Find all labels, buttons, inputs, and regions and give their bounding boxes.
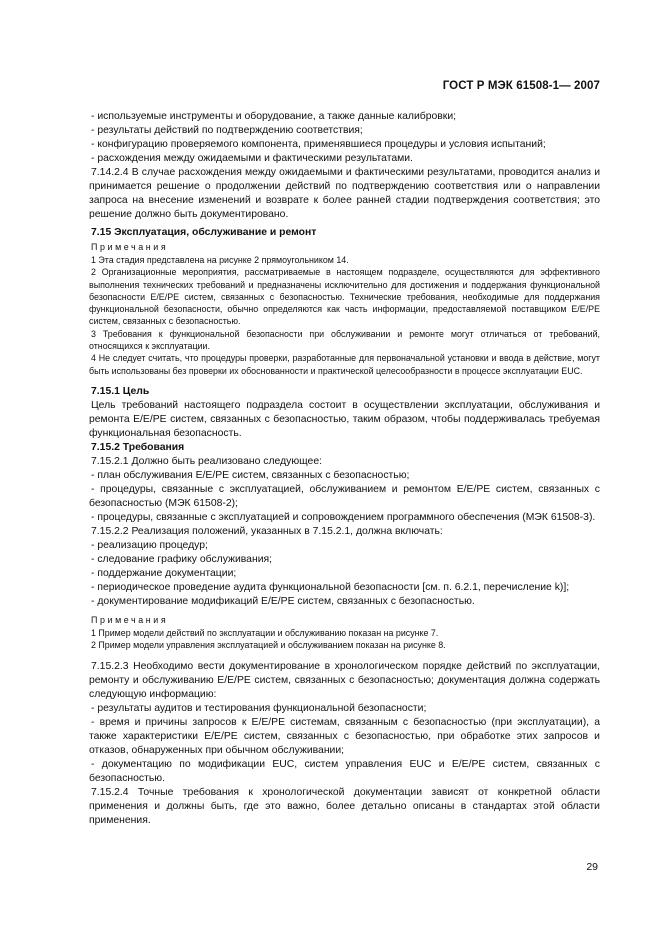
list-item: - поддержание документации;: [91, 567, 237, 579]
paragraph-7-14-2-4: 7.14.2.4 В случае расхождения между ожидаемыми и фактическими результатами, проводится анализ и принимается решение о продолжении действий по подтверждению соответствия или о направлении запроса на внесение изменений и возврате к более ранней стадии подтверждения соответствия; это решение должно быть документировано.: [89, 167, 600, 220]
page-number: 29: [586, 861, 598, 873]
list-item: - документацию по модификации EUC, систем управления EUC и E/E/PE систем, связанных с безопасностью.: [89, 758, 600, 784]
list-item: - используемые инструменты и оборудование, а также данные калибровки;: [91, 111, 457, 122]
list-item: - процедуры, связанные с эксплуатацией и сопровождением программного обеспечения (МЭК 61508-3).: [91, 511, 596, 523]
list-item: - расхождения между ожидаемыми и фактическими результатами.: [91, 153, 413, 164]
note-item: 1 Пример модели действий по эксплуатации и обслуживанию показан на рисунке 7.: [91, 627, 439, 638]
list-item: - конфигурацию проверяемого компонента, применявшиеся процедуры и условия испытаний;: [91, 139, 546, 150]
paragraph-goal: Цель требований настоящего подраздела состоит в осуществлении эксплуатации, обслуживания и ремонта E/E/PE систем, связанных с безопасностью, таким образом, чтобы поддерживалась требуемая функциональная безопасность.: [89, 399, 600, 439]
note-item: 2 Пример модели управления эксплуатацией и обслуживанием показан на рисунке 8.: [91, 640, 446, 651]
list-item: - документирование модификаций E/E/PE систем, связанных с безопасностью.: [91, 595, 475, 607]
note-item: 1 Эта стадия представлена на рисунке 2 прямоугольником 14.: [91, 255, 349, 265]
list-item: - время и причины запросов к E/E/PE системам, связанным с безопасностью (при эксплуатации), а также характеристики E/E/PE систем, связанных с безопасностью, при обработке этих запросов и отказов, обнаруженных при обычном обслуживании;: [89, 716, 600, 756]
note-item: 2 Организационные мероприятия, рассматриваемые в настоящем подразделе, осуществляются для эффективного выполнения технических требований и предназначены исключительно для достижения и поддержания функциональной безопасности E/E/PE систем, связанных с безопасностью. Технические требования, необходимые для поддержания функциональной безопасности, обычно определяются как часть информации, предоставляемой поставщиком E/E/PE систем, связанных с безопасностью.: [89, 267, 600, 327]
paragraph-7-15-2-3: 7.15.2.3 Необходимо вести документирование в хронологическом порядке действий по эксплуатации, ремонту и обслуживанию E/E/PE систем, связанных с безопасностью; документация должна содержать следующую информацию:: [89, 660, 600, 700]
list-item: - результаты действий по подтверждению соответствия;: [91, 125, 363, 136]
list-item: - реализацию процедур;: [91, 539, 208, 551]
notes-title: Примечания: [91, 242, 169, 252]
note-item: 4 Не следует считать, что процедуры проверки, разработанные для первоначальной установки и ввода в действие, могут быть использованы без проверки их обоснованности и практической целесообразности в процессе эксплуатации EUC.: [89, 353, 600, 376]
paragraph-7-15-2-1: 7.15.2.1 Должно быть реализовано следующее:: [91, 455, 322, 467]
paragraph-7-15-2-2: 7.15.2.2 Реализация положений, указанных в 7.15.2.1, должна включать:: [91, 525, 443, 537]
document-code-header: ГОСТ Р МЭК 61508-1— 2007: [442, 80, 600, 92]
list-item: - результаты аудитов и тестирования функциональной безопасности;: [91, 702, 427, 714]
list-item: - процедуры, связанные с эксплуатацией, обслуживанием и ремонтом E/E/PE систем, связанных с безопасностью (МЭК 61508-2);: [89, 483, 600, 509]
notes-title: Примечания: [91, 614, 169, 625]
list-item: - следование графику обслуживания;: [91, 553, 273, 565]
paragraph-7-15-2-4: 7.15.2.4 Точные требования к хронологической документации зависят от конкретной области применения и должны быть, где это важно, более детально описаны в стандартах этой области применения.: [89, 786, 600, 826]
list-item: - план обслуживания E/E/PE систем, связанных с безопасностью;: [91, 469, 410, 481]
document-body: [89, 110, 600, 828]
section-heading-7-15-1: 7.15.1 Цель: [91, 385, 150, 397]
list-item: - периодическое проведение аудита функциональной безопасности [см. п. 6.2.1, перечисление k)];: [91, 581, 570, 593]
section-heading-7-15-2: 7.15.2 Требования: [91, 441, 185, 453]
note-item: 3 Требования к функциональной безопасности при обслуживании и ремонте могут отличаться от требований, относящихся к эксплуатации.: [89, 328, 600, 352]
section-heading-7-15: 7.15 Эксплуатация, обслуживание и ремонт: [91, 227, 317, 238]
